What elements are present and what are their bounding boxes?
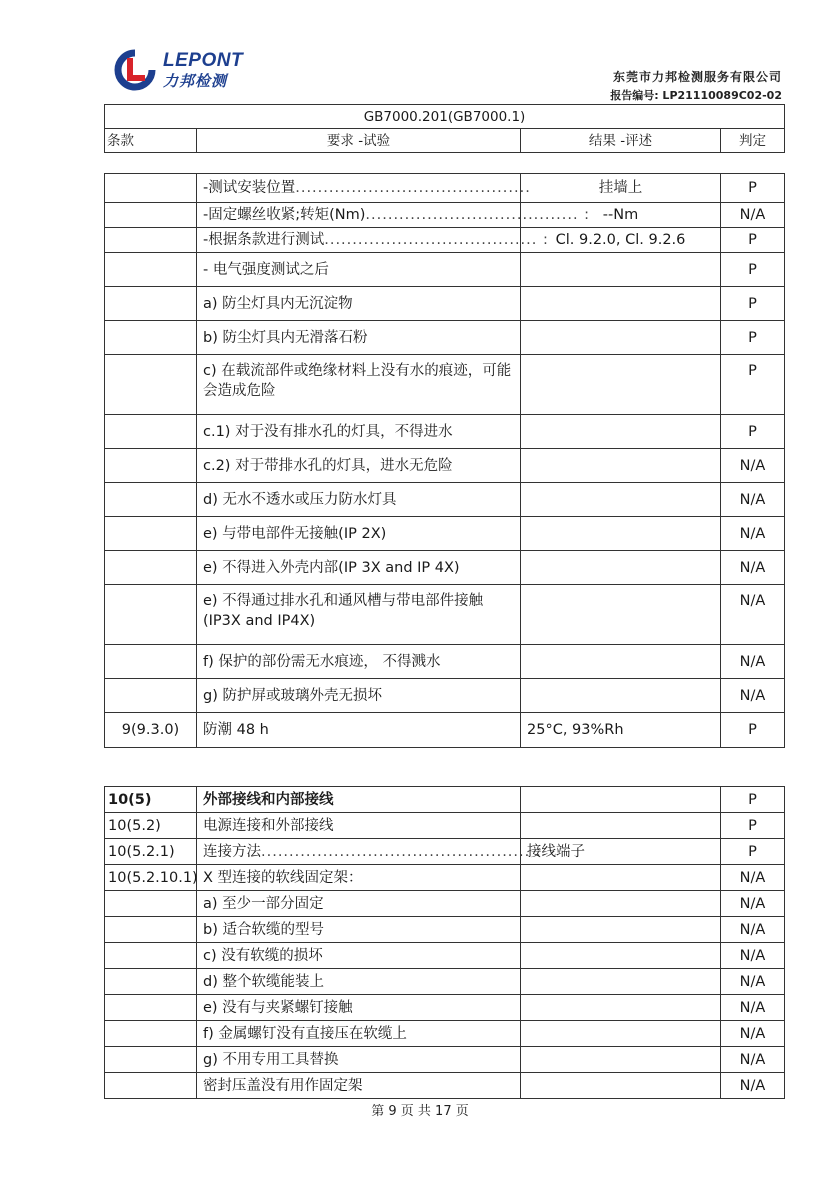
clause-cell xyxy=(105,1047,197,1073)
result-cell xyxy=(521,355,721,415)
verdict-cell: P xyxy=(721,787,785,813)
clause-cell xyxy=(105,253,197,287)
result-cell: 25°C, 93%Rh xyxy=(521,713,721,748)
table-row xyxy=(105,1073,785,1099)
result-cell xyxy=(521,287,721,321)
verdict-cell: N/A xyxy=(721,995,785,1021)
requirement-cell: g) 防护屏或玻璃外壳无损坏 xyxy=(197,679,521,713)
clause-cell xyxy=(105,228,197,253)
result-cell xyxy=(521,415,721,449)
clause-cell: 10(5.2.1) xyxy=(105,839,197,865)
table-row xyxy=(105,321,785,355)
table-row xyxy=(105,943,785,969)
table-row xyxy=(105,585,785,645)
requirement-text: 连接方法 xyxy=(203,843,261,860)
table-row xyxy=(105,287,785,321)
header-requirement: 要求 -试验 xyxy=(197,129,521,153)
result-cell: --Nm xyxy=(521,203,721,228)
result-cell xyxy=(521,483,721,517)
result-cell xyxy=(521,585,721,645)
requirement-cell: 外部接线和内部接线 xyxy=(197,787,521,813)
table-row xyxy=(105,1021,785,1047)
test-table-1 xyxy=(104,173,785,748)
table-row xyxy=(105,174,785,203)
clause-cell: 10(5) xyxy=(105,787,197,813)
table-row xyxy=(105,449,785,483)
result-cell xyxy=(521,1073,721,1099)
clause-cell xyxy=(105,321,197,355)
requirement-cell: b) 适合软缆的型号 xyxy=(197,917,521,943)
logo-english-text: LEPONT xyxy=(163,50,244,71)
lepont-logo xyxy=(113,50,263,92)
table-row xyxy=(105,415,785,449)
verdict-cell: N/A xyxy=(721,517,785,551)
company-name: 东莞市力邦检测服务有限公司 xyxy=(612,70,782,84)
header-verdict: 判定 xyxy=(721,129,785,153)
table-row xyxy=(105,891,785,917)
table-row xyxy=(105,517,785,551)
result-cell xyxy=(521,645,721,679)
dot-leader: ................................................ : xyxy=(261,843,542,860)
requirement-cell: 电源连接和外部接线 xyxy=(197,813,521,839)
table-row xyxy=(105,355,785,415)
clause-cell xyxy=(105,943,197,969)
result-cell xyxy=(521,1021,721,1047)
table-row xyxy=(105,917,785,943)
clause-cell xyxy=(105,415,197,449)
dot-leader: ...................................... : xyxy=(324,232,549,248)
verdict-cell: N/A xyxy=(721,585,785,645)
dot-leader: .......................................... xyxy=(295,180,531,196)
verdict-cell: P xyxy=(721,321,785,355)
result-cell xyxy=(521,253,721,287)
requirement-cell: e) 没有与夹紧螺钉接触 xyxy=(197,995,521,1021)
result-cell: 挂墙上 xyxy=(521,174,721,203)
requirement-cell: c.2) 对于带排水孔的灯具，进水无危险 xyxy=(197,449,521,483)
header-result: 结果 -评述 xyxy=(521,129,721,153)
verdict-cell: N/A xyxy=(721,943,785,969)
result-cell xyxy=(521,891,721,917)
table-header xyxy=(104,104,785,153)
requirement-cell: e) 不得通过排水孔和通风槽与带电部件接触(IP3X and IP4X) xyxy=(197,585,521,645)
verdict-cell: P xyxy=(721,228,785,253)
requirement-cell xyxy=(197,228,549,253)
standard-title: GB7000.201(GB7000.1) xyxy=(105,105,785,129)
verdict-cell: N/A xyxy=(721,483,785,517)
requirement-cell: c.1) 对于没有排水孔的灯具，不得进水 xyxy=(197,415,521,449)
clause-cell: 9(9.3.0) xyxy=(105,713,197,748)
requirement-cell: 防潮 48 h xyxy=(197,713,521,748)
clause-cell xyxy=(105,995,197,1021)
requirement-with-leader xyxy=(203,205,591,225)
requirement-with-leader xyxy=(203,841,542,863)
result-cell xyxy=(521,1047,721,1073)
lepont-logo-mark-icon xyxy=(113,50,157,90)
requirement-cell: a) 至少一部分固定 xyxy=(197,891,521,917)
table-row xyxy=(105,865,785,891)
verdict-cell: N/A xyxy=(721,551,785,585)
requirement-cell: e) 与带电部件无接触(IP 2X) xyxy=(197,517,521,551)
verdict-cell: N/A xyxy=(721,645,785,679)
requirement-with-leader xyxy=(203,178,531,198)
verdict-cell: P xyxy=(721,253,785,287)
verdict-cell: P xyxy=(721,415,785,449)
table-row xyxy=(105,203,785,228)
requirement-cell: - 电气强度测试之后 xyxy=(197,253,521,287)
result-cell xyxy=(521,321,721,355)
clause-cell xyxy=(105,1073,197,1099)
clause-cell xyxy=(105,449,197,483)
requirement-cell: d) 无水不透水或压力防水灯具 xyxy=(197,483,521,517)
verdict-cell: P xyxy=(721,287,785,321)
result-cell xyxy=(521,679,721,713)
clause-cell xyxy=(105,287,197,321)
dot-leader: ...................................... : xyxy=(365,207,591,223)
clause-cell: 10(5.2.10.1) xyxy=(105,865,197,891)
table-row xyxy=(105,228,785,253)
result-cell: Cl. 9.2.0, Cl. 9.2.6 xyxy=(521,228,721,253)
requirement-cell: d) 整个软缆能装上 xyxy=(197,969,521,995)
verdict-cell: N/A xyxy=(721,1073,785,1099)
requirement-cell xyxy=(197,203,591,228)
table-row xyxy=(105,713,785,748)
verdict-cell: N/A xyxy=(721,969,785,995)
requirement-cell: f) 保护的部份需无水痕迹， 不得溅水 xyxy=(197,645,521,679)
requirement-cell: 密封压盖没有用作固定架 xyxy=(197,1073,521,1099)
requirement-cell: a) 防尘灯具内无沉淀物 xyxy=(197,287,521,321)
table-row xyxy=(105,969,785,995)
clause-cell xyxy=(105,891,197,917)
verdict-cell: N/A xyxy=(721,203,785,228)
table-row xyxy=(105,813,785,839)
requirement-with-leader xyxy=(203,230,549,250)
verdict-cell: P xyxy=(721,813,785,839)
result-cell xyxy=(521,551,721,585)
requirement-text: -固定螺丝收紧;转矩(Nm) xyxy=(203,207,366,223)
logo-chinese-text: 力邦检测 xyxy=(163,72,228,90)
verdict-cell: P xyxy=(721,713,785,748)
result-cell xyxy=(521,865,721,891)
page-footer: 第 9 页 共 17 页 xyxy=(371,1104,469,1119)
requirement-cell xyxy=(197,174,531,203)
verdict-cell: N/A xyxy=(721,679,785,713)
clause-cell xyxy=(105,1021,197,1047)
clause-cell: 10(5.2) xyxy=(105,813,197,839)
result-cell xyxy=(521,517,721,551)
verdict-cell: P xyxy=(721,355,785,415)
clause-cell xyxy=(105,917,197,943)
table-row xyxy=(105,839,785,865)
table-row xyxy=(105,679,785,713)
clause-cell xyxy=(105,174,197,203)
verdict-cell: N/A xyxy=(721,1047,785,1073)
table-row xyxy=(105,645,785,679)
verdict-cell: N/A xyxy=(721,865,785,891)
verdict-cell: P xyxy=(721,174,785,203)
result-cell xyxy=(521,449,721,483)
result-cell xyxy=(521,943,721,969)
table-row xyxy=(105,995,785,1021)
requirement-cell: f) 金属螺钉没有直接压在软缆上 xyxy=(197,1021,521,1047)
clause-cell xyxy=(105,645,197,679)
result-cell xyxy=(521,813,721,839)
requirement-cell: e) 不得进入外壳内部(IP 3X and IP 4X) xyxy=(197,551,521,585)
verdict-cell: N/A xyxy=(721,891,785,917)
result-cell xyxy=(521,995,721,1021)
clause-cell xyxy=(105,585,197,645)
verdict-cell: P xyxy=(721,839,785,865)
requirement-cell: g) 不用专用工具替换 xyxy=(197,1047,521,1073)
verdict-cell: N/A xyxy=(721,917,785,943)
clause-cell xyxy=(105,679,197,713)
header-clause: 条款 xyxy=(105,129,197,153)
clause-cell xyxy=(105,203,197,228)
result-cell xyxy=(521,787,721,813)
clause-cell xyxy=(105,355,197,415)
clause-cell xyxy=(105,551,197,585)
clause-cell xyxy=(105,969,197,995)
result-cell xyxy=(521,917,721,943)
verdict-cell: N/A xyxy=(721,1021,785,1047)
verdict-cell: N/A xyxy=(721,449,785,483)
table-row xyxy=(105,253,785,287)
report-number: 报告编号: LP21110089C02-02 xyxy=(610,89,782,102)
clause-cell xyxy=(105,483,197,517)
table-row xyxy=(105,787,785,813)
result-cell xyxy=(521,969,721,995)
table-row xyxy=(105,1047,785,1073)
clause-cell xyxy=(105,517,197,551)
table-row xyxy=(105,551,785,585)
table-row xyxy=(105,483,785,517)
requirement-cell: X 型连接的软线固定架： xyxy=(197,865,521,891)
requirement-text: -测试安装位置 xyxy=(203,180,296,196)
requirement-text: -根据条款进行测试 xyxy=(203,232,325,248)
requirement-cell xyxy=(197,839,542,865)
result-cell: 接线端子 xyxy=(521,839,721,865)
requirement-cell: c) 在载流部件或绝缘材料上没有水的痕迹，可能会造成危险 xyxy=(197,355,521,415)
requirement-cell: c) 没有软缆的损坏 xyxy=(197,943,521,969)
test-table-2 xyxy=(104,786,785,1099)
requirement-cell: b) 防尘灯具内无滑落石粉 xyxy=(197,321,521,355)
